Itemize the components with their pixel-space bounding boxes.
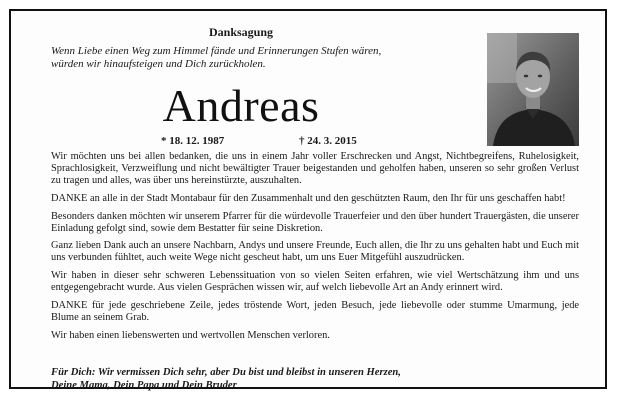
paragraph: Besonders danken möchten wir unserem Pfarrer für die würdevolle Trauerfeier und den über hundert Trauergästen, die unserer Einladung gefolgt sind, sowie dem Bestatter für seine Diskretion. — [51, 210, 579, 234]
portrait-image — [487, 33, 579, 146]
paragraph: DANKE an alle in der Stadt Montabaur für den Zusammenhalt und den geschützten Raum, den Ihr für uns geschaffen habt! — [51, 192, 566, 204]
paragraph: Wir möchten uns bei allen bedanken, die uns in einem Jahr voller Erschrecken und Angst, Nichtbegreifens, Ruhelosigkeit, Sprachlosigkeit, Verzweiflung und nicht bewältigter Trauer beigestanden und geholfen haben, unseren so sehr großen Verlust zu tragen und alles, was über uns hereinstürzte, auszuhalten. — [51, 151, 579, 186]
motto-line-2: würden wir hinaufsteigen und Dich zurückholen. — [51, 58, 266, 70]
obituary-frame — [9, 9, 607, 389]
closing-signature — [51, 367, 579, 392]
birth-date: * 18. 12. 1987 — [161, 135, 225, 147]
notice-title: Danksagung — [208, 25, 274, 39]
paragraph: Wir haben in dieser sehr schweren Lebenssituation von so vielen Seiten erfahren, wie viel Wertschätzung ihm und uns entgegengebracht wurde. Aus vielen Gesprächen wissen wir, auf welch liebevolle Art an Andy erinnert wird. — [51, 270, 579, 294]
closing-line-1: Für Dich: Wir vermissen Dich sehr, aber Du bist und bleibst in unseren Herzen, — [51, 367, 401, 378]
paragraph: DANKE für jede geschriebene Zeile, jedes tröstende Wort, jeden Besuch, jede liebevolle oder stumme Umarmung, jede Blume an seinem Grab. — [51, 300, 579, 323]
closing-line-2: Deine Mama, Dein Papa und Dein Bruder — [51, 379, 237, 391]
paragraph: Ganz lieben Dank auch an unsere Nachbarn, Andys und unsere Freunde, Euch allen, die Ihr zu uns gehalten habt und Euch mit uns verbunden fühltet, auch weite Wege nicht gescheut habt, um uns Euer Mitgefühl auszudrücken. — [51, 240, 579, 264]
portrait-photo — [487, 33, 579, 146]
deceased-name: Andreas — [162, 80, 320, 131]
motto-quote — [51, 45, 471, 71]
death-date: † 24. 3. 2015 — [299, 135, 357, 147]
paragraph: Wir haben einen liebenswerten und wertvollen Menschen verloren. — [51, 329, 330, 341]
motto-line-1: Wenn Liebe einen Weg zum Himmel fände und Erinnerungen Stufen wären, — [51, 45, 382, 57]
thank-you-text — [51, 151, 579, 348]
